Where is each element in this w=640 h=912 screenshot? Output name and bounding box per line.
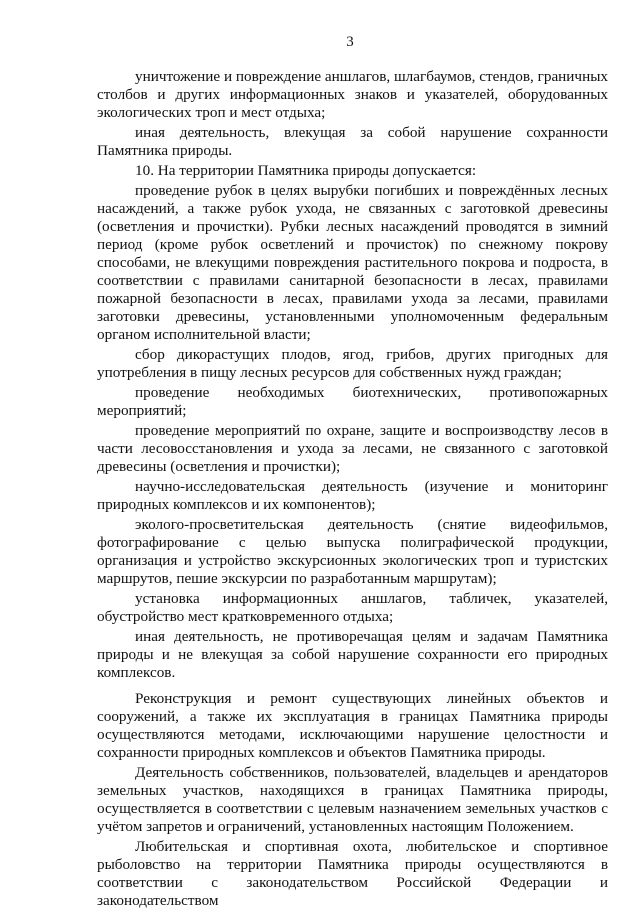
paragraph-biotechnical-measures: проведение необходимых биотехнических, противопожарных мероприятий;: [97, 384, 608, 419]
document-body: [97, 68, 608, 912]
paragraph-landowners: Деятельность собственников, пользователей, владельцев и арендаторов земельных участков, находящихся в границах Памятника природы, осуществляется в соответствии с целевым назначением земельных участков с учётом запретов и ограничений, установленных настоящим Положением.: [97, 764, 608, 835]
paragraph-signage-installation: установка информационных аншлагов, табличек, указателей, обустройство мест кратковременного отдыха;: [97, 590, 608, 625]
paragraph-other-permitted-activity: иная деятельность, не противоречащая целям и задачам Памятника природы и не влекущая за собой нарушение сохранности его природных комплексов.: [97, 628, 608, 681]
paragraph-felling: проведение рубок в целях вырубки погибших и повреждённых лесных насаждений, а также рубок ухода, не связанных с заготовкой древесины (осветления и прочистки). Рубки лесных насаждений проводятся в зимний период (кроме рубок осветлений и прочисток) по снежному покрову способами, не влекущими повреждения растительного покрова и подроста, в соответствии с правилами санитарной безопасности в лесах, правилами пожарной безопасности в лесах, правилами ухода за лесами, правилами заготовки древесины, установленными уполномоченным федеральным органом исполнительной власти;: [97, 182, 608, 343]
paragraph-hunting-fishing: Любительская и спортивная охота, любительское и спортивное рыболовство на территории Памятника природы осуществляются в соответствии с законодательством Российской Федерации и законодательством: [97, 838, 608, 909]
paragraph-other-violating-activity: иная деятельность, влекущая за собой нарушение сохранности Памятника природы.: [97, 124, 608, 159]
paragraph-ecological-education: эколого-просветительская деятельность (снятие видеофильмов, фотографирование с целью выпуска полиграфической продукции, организация и устройство экскурсионных экологических троп и туристских маршрутов, пешие экскурсии по разработанным маршрутам);: [97, 516, 608, 587]
paragraph-gathering: сбор дикорастущих плодов, ягод, грибов, других пригодных для употребления в пищу лесных ресурсов для собственных нужд граждан;: [97, 346, 608, 381]
paragraph-reconstruction: Реконструкция и ремонт существующих линейных объектов и сооружений, а также их эксплуатация в границах Памятника природы осуществляются методами, исключающими нарушение целостности и сохранности природных комплексов и объектов Памятника природы.: [97, 690, 608, 761]
paragraph-section-10-heading: 10. На территории Памятника природы допускается:: [135, 162, 477, 179]
paragraph-research: научно-исследовательская деятельность (изучение и мониторинг природных комплексов и их компонентов);: [97, 478, 608, 513]
paragraph-destruction-of-signs: уничтожение и повреждение аншлагов, шлагбаумов, стендов, граничных столбов и других информационных знаков и указателей, оборудованных экологических троп и мест отдыха;: [97, 68, 608, 121]
page-number: 3: [346, 34, 354, 50]
paragraph-forest-protection: проведение мероприятий по охране, защите и воспроизводству лесов в части лесовосстановления и ухода за лесами, не связанного с заготовкой древесины (осветления и прочистки);: [97, 422, 608, 475]
